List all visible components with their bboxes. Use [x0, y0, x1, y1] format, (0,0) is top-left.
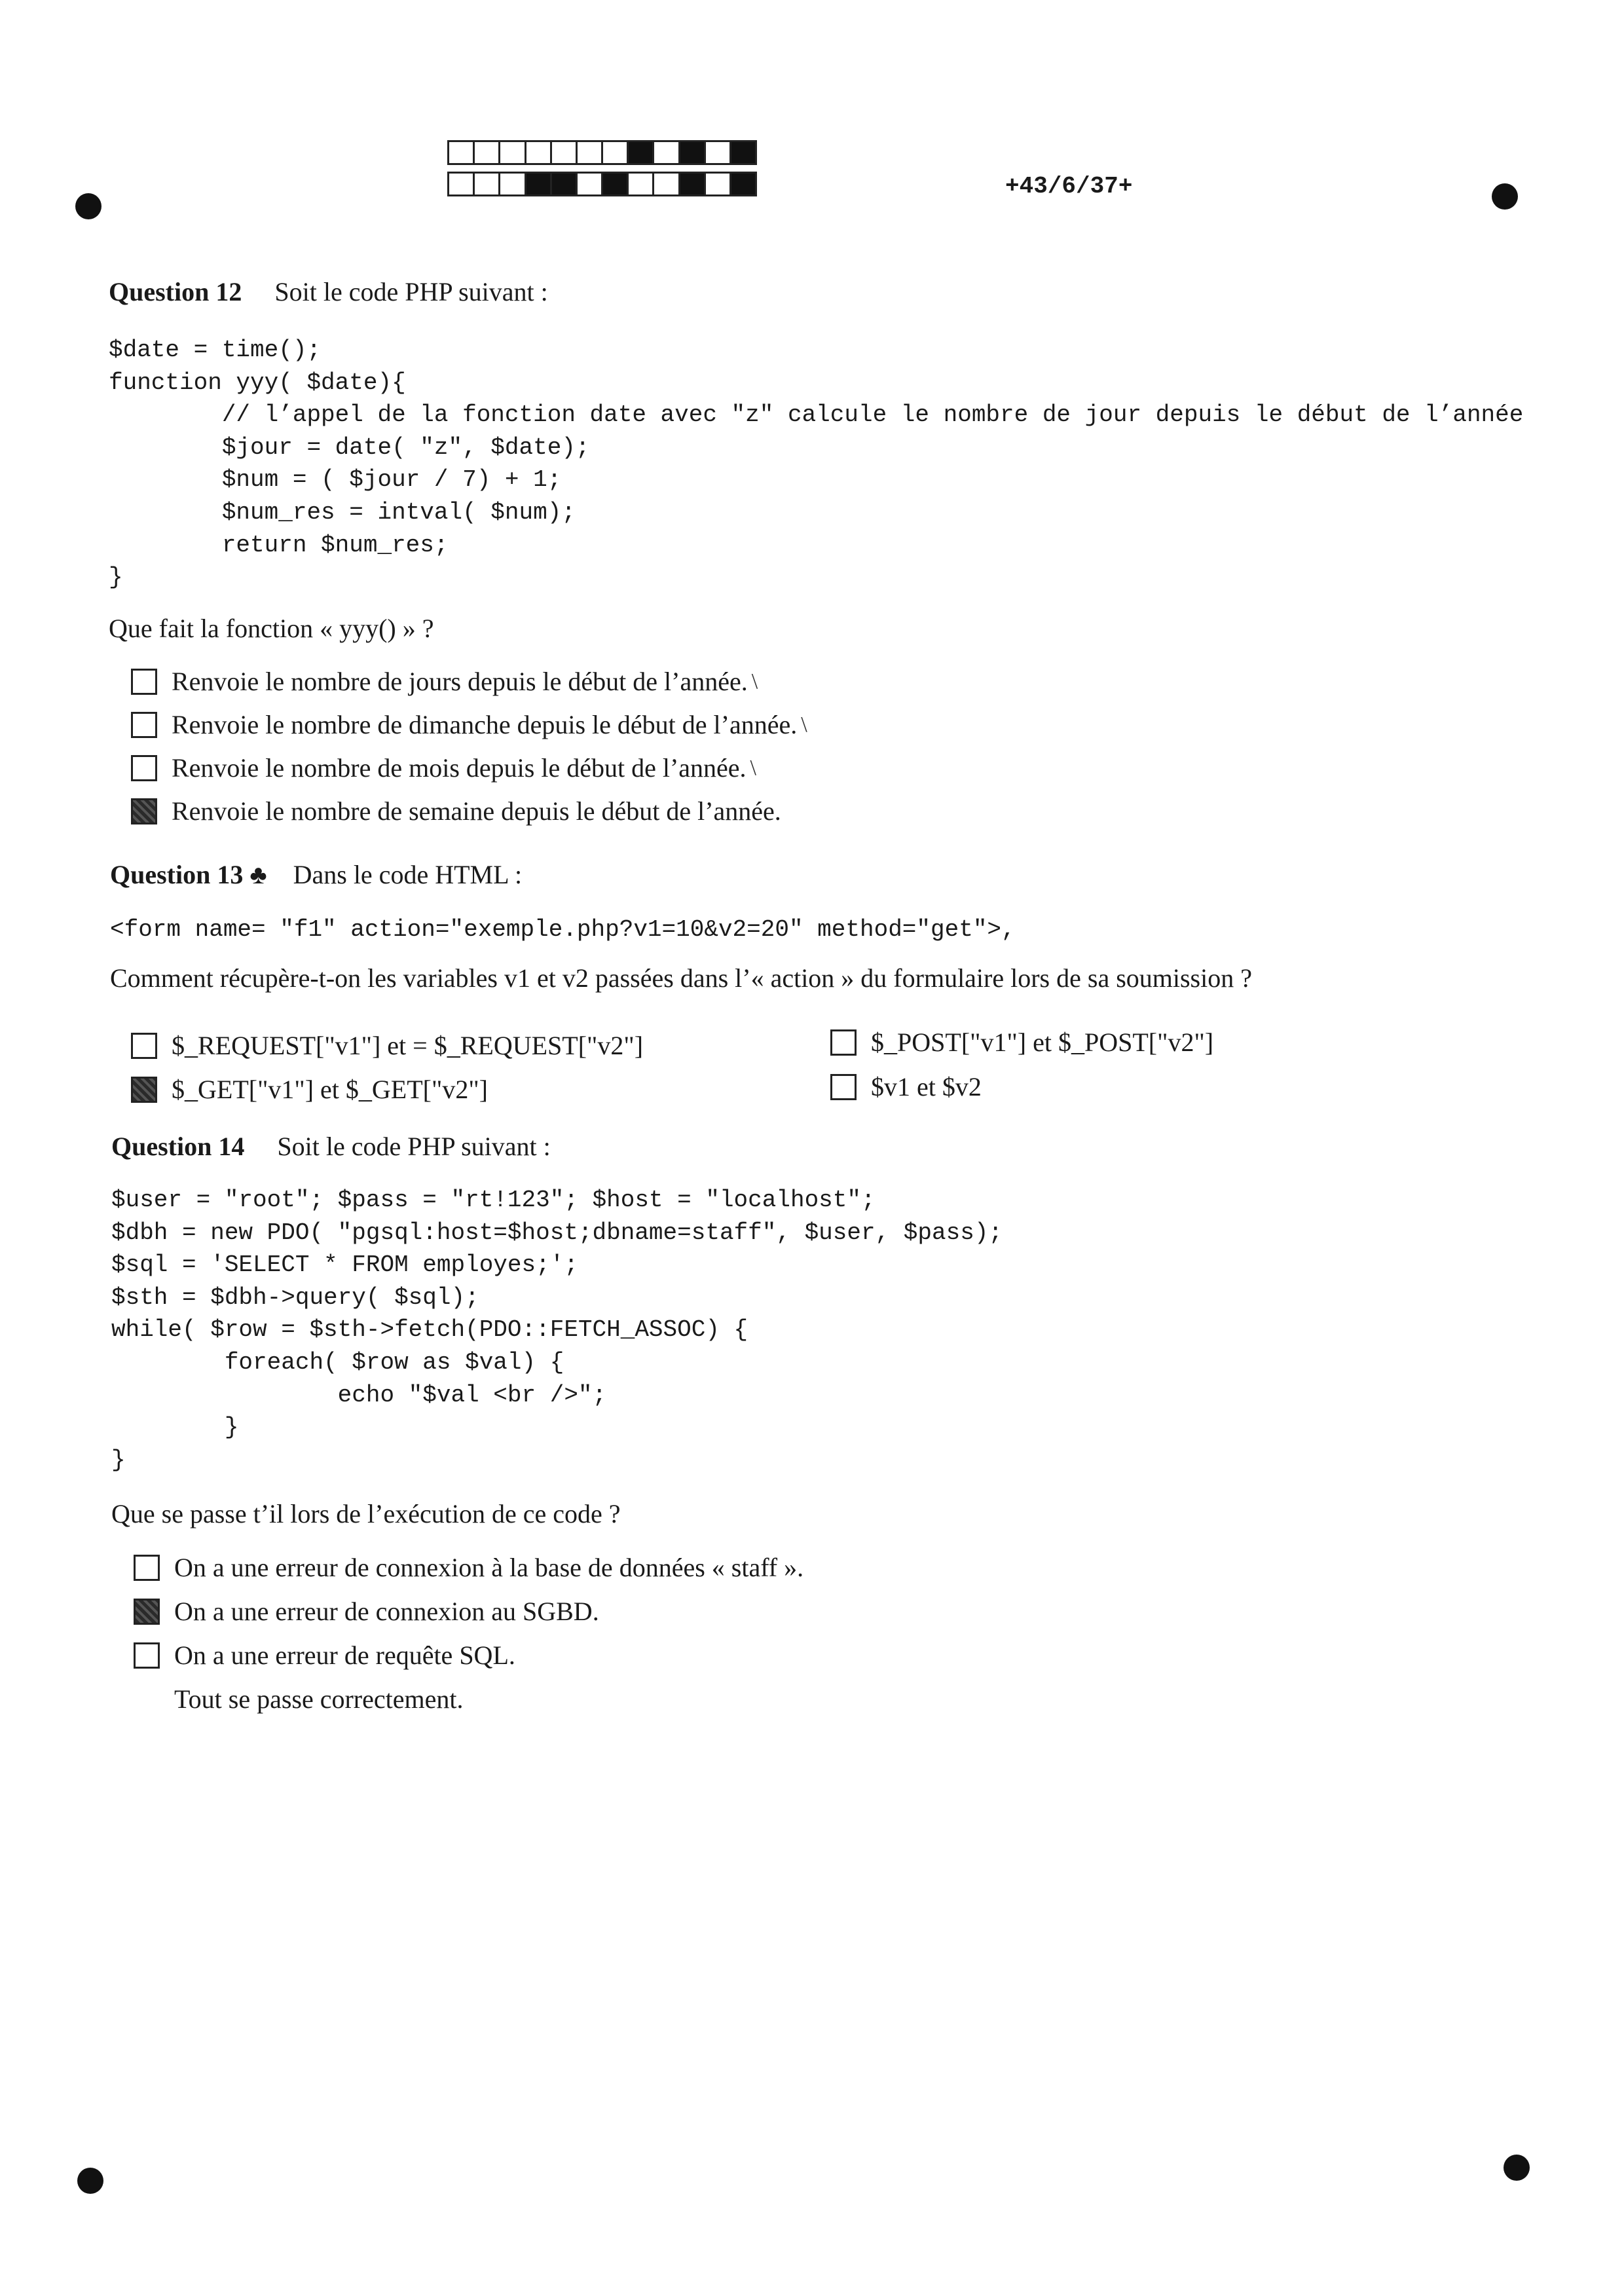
answer-checkbox[interactable] [131, 798, 157, 824]
barcode-row [447, 172, 755, 196]
barcode-cell [678, 172, 706, 196]
answer-checkbox[interactable] [131, 1077, 157, 1103]
barcode-cell [729, 172, 757, 196]
question-12-code [109, 334, 1523, 594]
answer-option[interactable] [134, 1552, 803, 1583]
question-14-prompt: Que se passe t’il lors de l’exécution de ce code ? [111, 1499, 621, 1528]
barcode-cell [729, 140, 757, 165]
barcode-cell [550, 172, 578, 196]
answer-label: $_REQUEST["v1"] et = $_REQUEST["v2"] [172, 1031, 644, 1060]
barcode-cell [627, 172, 654, 196]
handwritten-mark: \ [750, 755, 756, 780]
answer-checkbox[interactable] [131, 1033, 157, 1059]
code-line: $jour = date( "z", $date); [221, 434, 590, 461]
barcode-cell [627, 140, 654, 165]
question-13-code: <form name= "f1" action="exemple.php?v1=10&v2=20" method="get">, [110, 916, 1016, 943]
answer-checkbox[interactable] [134, 1599, 160, 1625]
answer-label: Renvoie le nombre de dimanche depuis le début de l’année. [172, 710, 798, 739]
question-14-title [111, 1131, 551, 1162]
code-line: $num_res = intval( $num); [221, 498, 576, 526]
answer-option[interactable] [131, 1074, 488, 1105]
answer-option[interactable] [131, 1030, 643, 1061]
answer-checkbox[interactable] [134, 1642, 160, 1669]
code-line: $user = "root"; $pass = "rt!123"; $host = "localhost"; [111, 1187, 876, 1213]
answer-checkbox[interactable] [134, 1555, 160, 1581]
registration-dot-top-left [75, 193, 101, 219]
handwritten-mark: \ [751, 669, 758, 694]
answer-checkbox[interactable] [131, 712, 157, 738]
handwritten-mark: \ [801, 712, 807, 737]
barcode-cell [704, 140, 731, 165]
question-intro: Soit le code PHP suivant : [277, 1132, 551, 1161]
answer-option[interactable] [134, 1684, 463, 1714]
answer-label: Tout se passe correctement. [174, 1684, 464, 1714]
answer-label: On a une erreur de connexion à la base de données « staff ». [174, 1553, 804, 1582]
answer-checkbox[interactable] [830, 1074, 857, 1100]
barcode-cell [576, 172, 603, 196]
answer-label: $_GET["v1"] et $_GET["v2"] [172, 1075, 488, 1104]
question-number: Question 13 [110, 860, 244, 889]
barcode-cell [447, 140, 475, 165]
barcode-cell [652, 172, 680, 196]
answer-checkbox[interactable] [131, 669, 157, 695]
code-line: } [111, 1446, 126, 1473]
code-line: $date = time(); [109, 337, 322, 363]
code-line: } [109, 564, 123, 591]
answer-checkbox[interactable] [131, 755, 157, 781]
barcode-cell [601, 140, 629, 165]
question-12-title [109, 276, 548, 307]
answer-checkbox[interactable] [134, 1686, 160, 1713]
question-13-prompt: Comment récupère-t-on les variables v1 et v2 passées dans l’« action » du formulaire lors de sa soumission ? [110, 963, 1252, 993]
registration-dot-bottom-right [1504, 2155, 1530, 2181]
barcode-cell [678, 140, 706, 165]
question-number: Question 12 [109, 277, 242, 306]
barcode-cell [525, 172, 552, 196]
answer-option[interactable] [134, 1596, 599, 1627]
answer-option[interactable] [131, 709, 807, 740]
answer-option[interactable] [830, 1071, 982, 1102]
registration-dot-top-right [1492, 183, 1518, 210]
barcode-row [447, 140, 755, 165]
question-intro: Dans le code HTML : [293, 860, 523, 889]
answer-option[interactable] [830, 1027, 1213, 1058]
registration-dot-bottom-left [77, 2168, 103, 2194]
answer-label: On a une erreur de connexion au SGBD. [174, 1597, 599, 1626]
code-line: $sth = $dbh->query( $sql); [111, 1284, 479, 1311]
barcode-cell [473, 140, 500, 165]
barcode-cell [652, 140, 680, 165]
code-line: echo "$val <br />"; [337, 1381, 607, 1409]
question-13-title [110, 859, 522, 890]
answer-label: On a une erreur de requête SQL. [174, 1640, 515, 1670]
barcode-cell [473, 172, 500, 196]
answer-label: Renvoie le nombre de mois depuis le début de l’année. [172, 753, 747, 783]
barcode-cell [498, 172, 526, 196]
barcode-cell [704, 172, 731, 196]
club-icon: ♣ [249, 860, 267, 889]
barcode-cell [576, 140, 603, 165]
barcode-cell [498, 140, 526, 165]
code-line: $dbh = new PDO( "pgsql:host=$host;dbname=staff", $user, $pass); [111, 1219, 1003, 1246]
answer-option[interactable] [131, 796, 781, 826]
code-line: } [224, 1414, 239, 1441]
barcode-cell [525, 140, 552, 165]
page-identifier: +43/6/37+ [1005, 173, 1133, 200]
answer-checkbox[interactable] [830, 1029, 857, 1056]
code-line: $num = ( $jour / 7) + 1; [221, 466, 562, 494]
barcode-cell [601, 172, 629, 196]
answer-option[interactable] [131, 666, 758, 697]
code-line: return $num_res; [221, 531, 449, 559]
answer-label: $_POST["v1"] et $_POST["v2"] [871, 1028, 1214, 1057]
question-intro: Soit le code PHP suivant : [274, 277, 548, 306]
code-line: // l’appel de la fonction date avec "z" calcule le nombre de jour depuis le début de l’année [221, 401, 1524, 429]
barcode-cell [550, 140, 578, 165]
answer-label: $v1 et $v2 [871, 1072, 982, 1102]
answer-option[interactable] [134, 1640, 515, 1671]
code-line: while( $row = $sth->fetch(PDO::FETCH_ASSOC) { [111, 1316, 748, 1344]
question-number: Question 14 [111, 1132, 245, 1161]
question-12-prompt: Que fait la fonction « yyy() » ? [109, 614, 434, 643]
barcode-cell [447, 172, 475, 196]
answer-label: Renvoie le nombre de semaine depuis le début de l’année. [172, 796, 781, 826]
answer-label: Renvoie le nombre de jours depuis le début de l’année. [172, 667, 748, 696]
code-line: function yyy( $date){ [109, 369, 406, 396]
code-line: foreach( $row as $val) { [224, 1348, 564, 1376]
answer-option[interactable] [131, 752, 756, 783]
question-14-code [111, 1184, 1003, 1476]
code-line: $sql = 'SELECT * FROM employes;'; [111, 1251, 578, 1279]
